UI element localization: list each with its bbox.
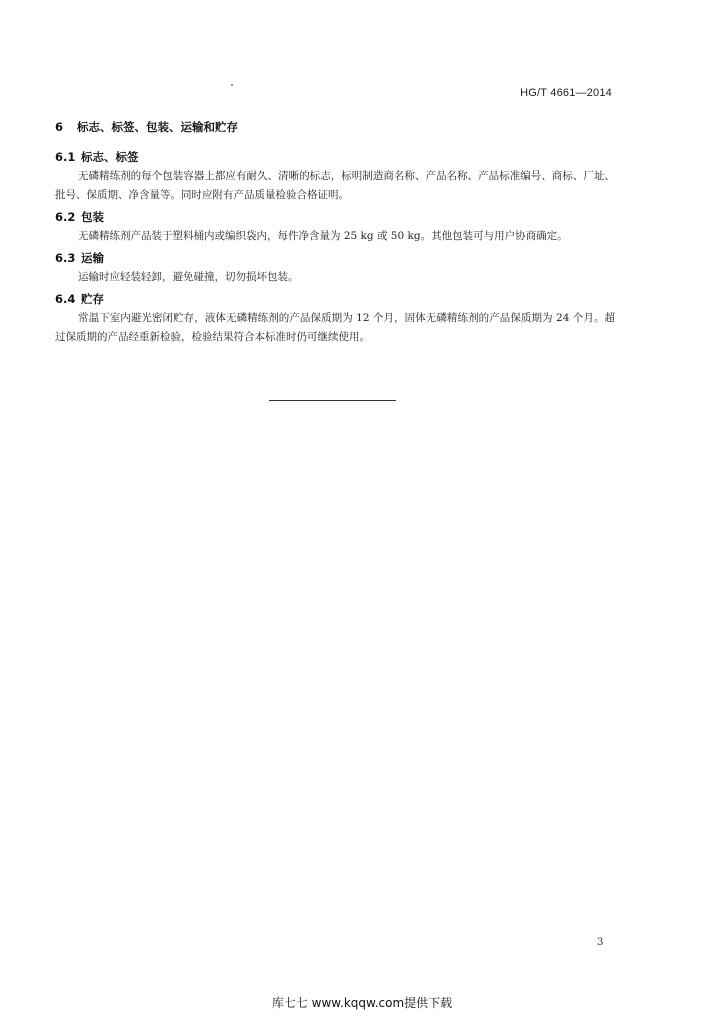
- section-paragraph: 无磷精练剂产品装于塑料桶内或编织袋内，每件净含量为 25 kg 或 50 kg。其他包装可与用户协商确定。: [78, 230, 568, 242]
- page-number: 3: [597, 937, 604, 948]
- section-heading: [55, 290, 615, 309]
- section-6-4: [55, 290, 615, 347]
- section-6-1: [55, 148, 615, 205]
- section-paragraph: 无磷精练剂的每个包装容器上都应有耐久、清晰的标志，标明制造商名称、产品名称、产品标准编号、商标、厂址、批号、保质期、净含量等。同时应附有产品质量检验合格证明。: [55, 170, 615, 201]
- section-number: 6.1: [55, 150, 76, 164]
- section-paragraph: 运输时应轻装轻卸，避免碰撞，切勿损坏包装。: [78, 271, 299, 283]
- chapter-number: 6: [55, 120, 64, 134]
- standard-code: HG/T 4661—2014: [520, 87, 612, 99]
- section-number: 6.2: [55, 210, 76, 224]
- section-title: 贮存: [81, 292, 105, 306]
- section-number: 6.4: [55, 292, 76, 306]
- section-number: 6.3: [55, 251, 76, 265]
- section-title: 标志、标签: [81, 150, 139, 164]
- document-body: [55, 118, 615, 347]
- section-heading: [55, 208, 615, 227]
- scan-dot-mark: [231, 84, 233, 86]
- download-footer: 库七七 www.kqqw.com提供下载: [271, 996, 453, 1010]
- section-paragraph: 常温下室内避光密闭贮存，液体无磷精练剂的产品保质期为 12 个月，固体无磷精练剂的产品保质期为 24 个月。超过保质期的产品经重新检验，检验结果符合本标准时仍可继续使用。: [55, 312, 615, 343]
- section-title: 运输: [81, 251, 105, 265]
- section-heading: [55, 148, 615, 167]
- chapter-heading: [55, 118, 615, 137]
- end-rule: [269, 400, 396, 401]
- section-heading: [55, 249, 615, 268]
- section-6-3: [55, 249, 615, 287]
- section-title: 包装: [81, 210, 105, 224]
- chapter-title: 标志、标签、包装、运输和贮存: [77, 120, 238, 134]
- section-6-2: [55, 208, 615, 246]
